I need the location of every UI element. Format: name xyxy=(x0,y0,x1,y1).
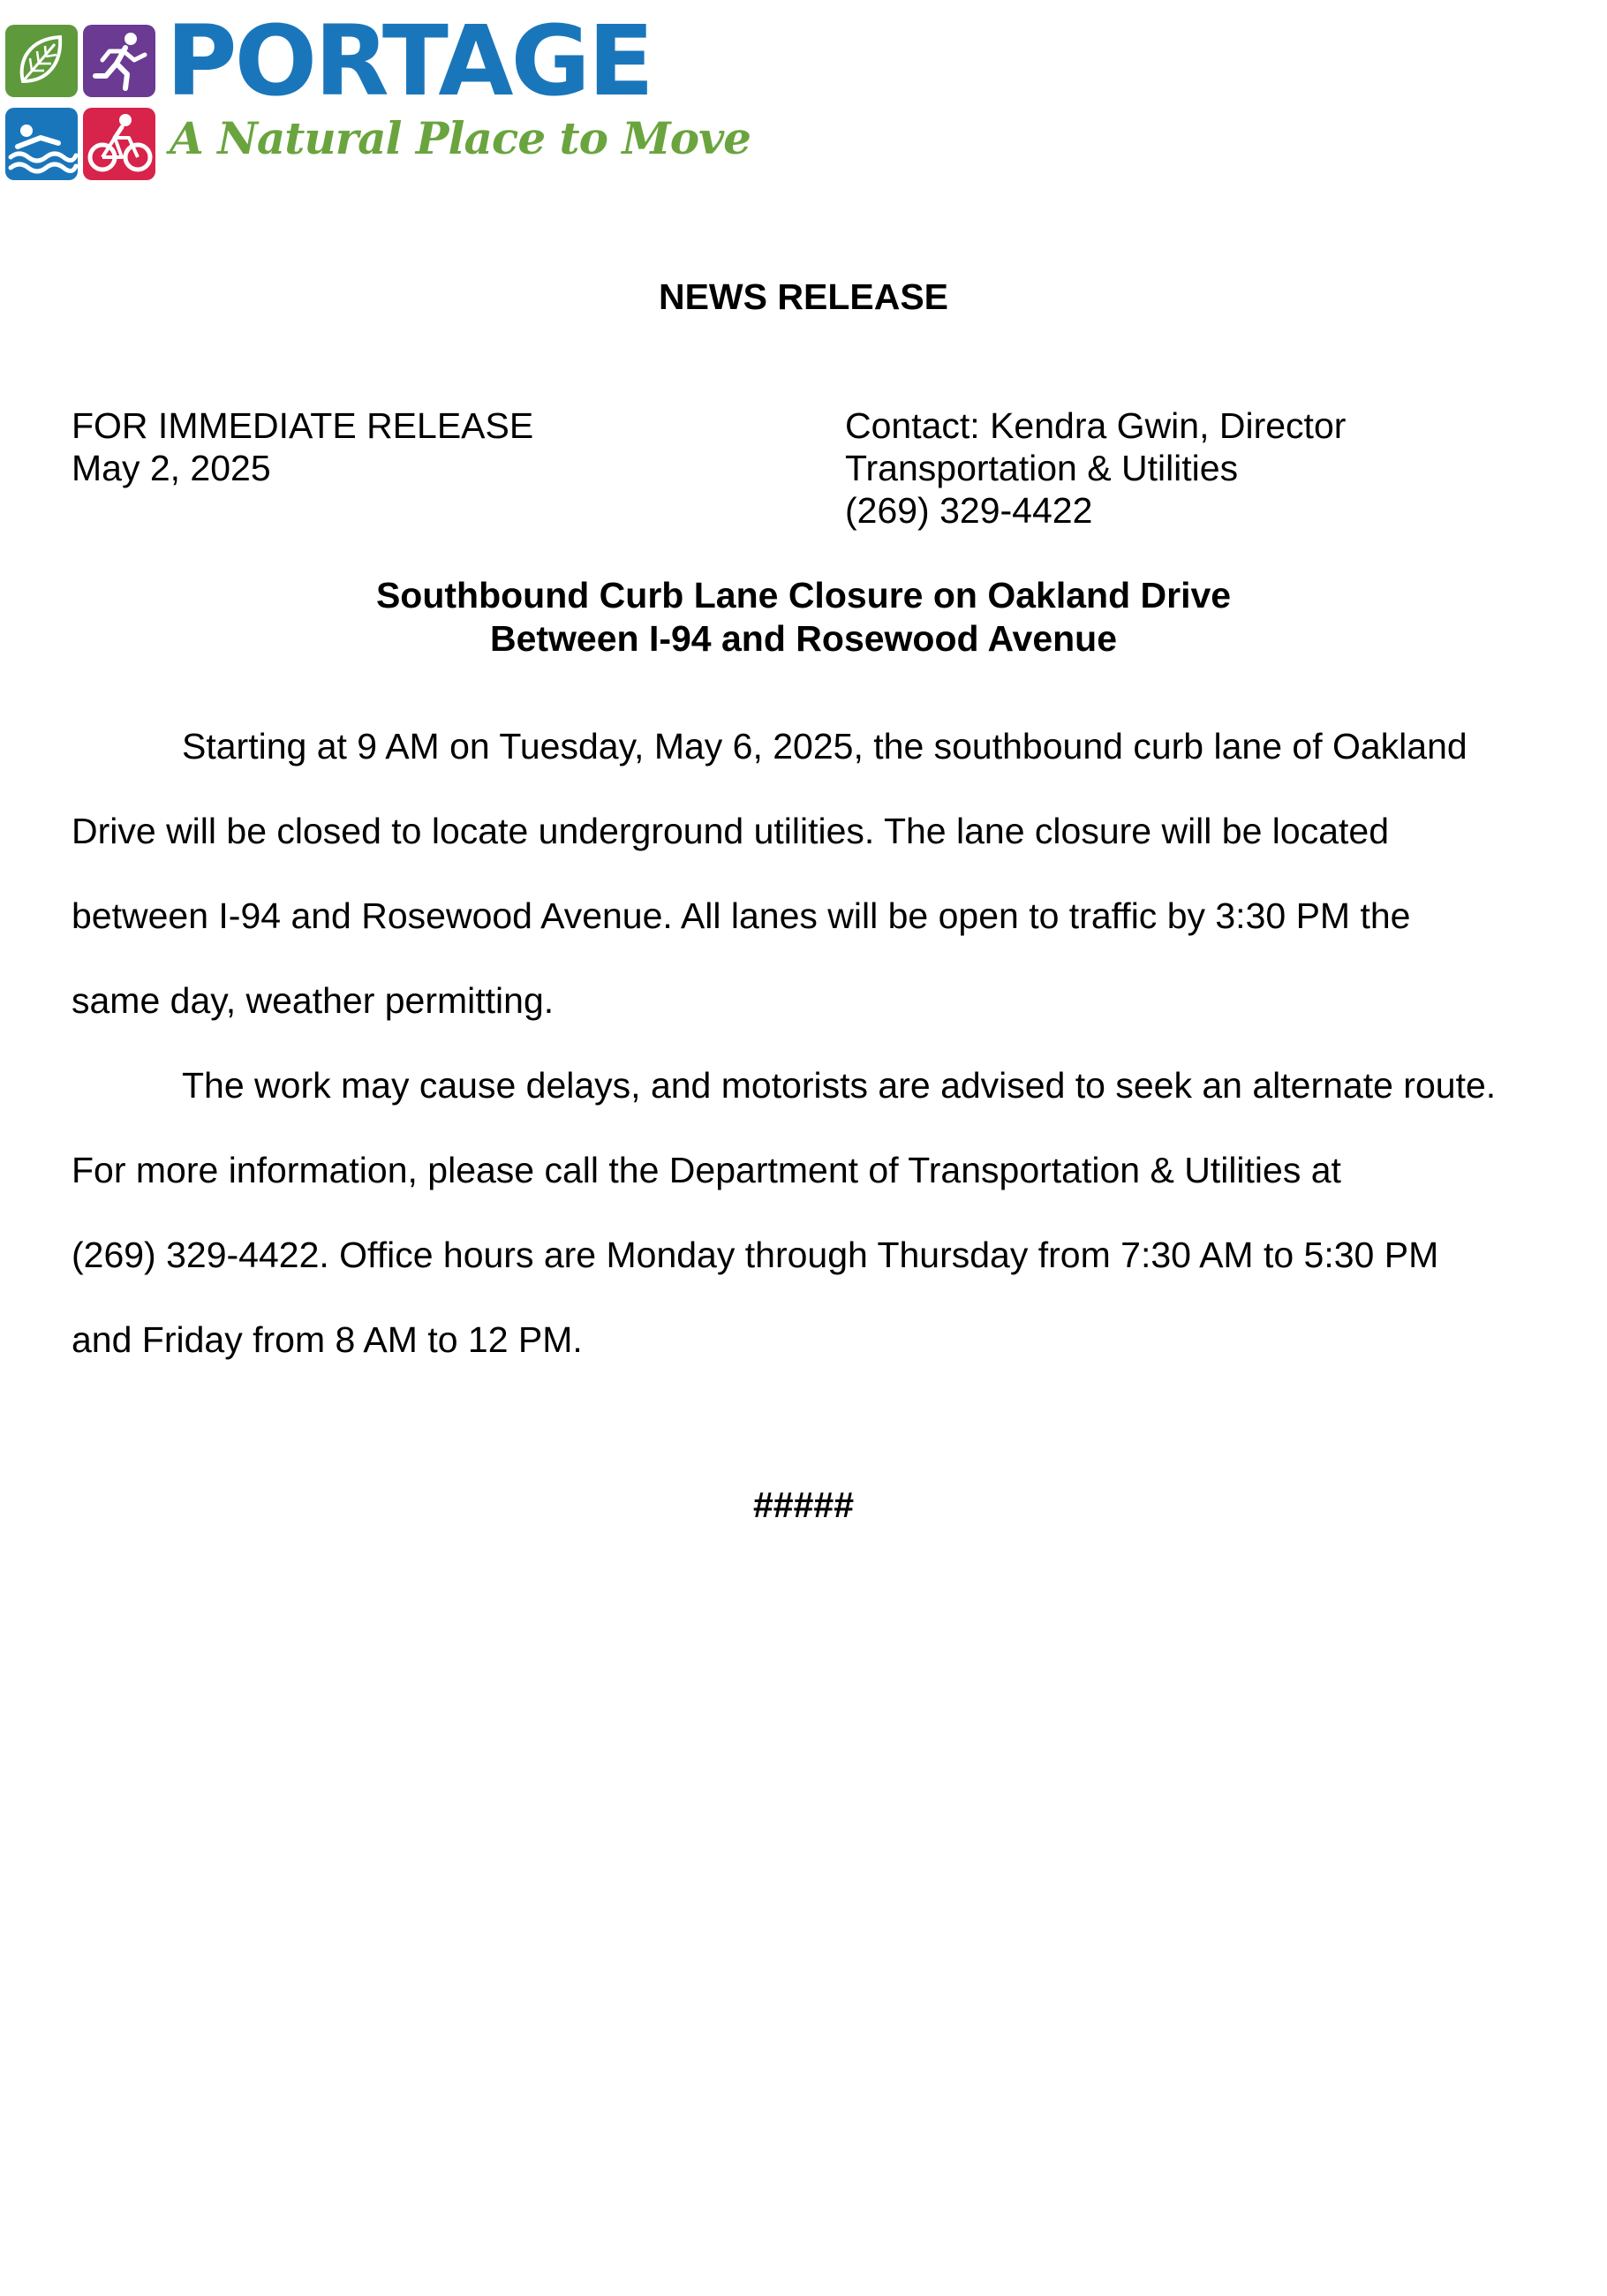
cyclist-icon xyxy=(83,108,155,180)
contact-name: Contact: Kendra Gwin, Director xyxy=(845,405,1347,446)
page-title: NEWS RELEASE xyxy=(658,276,949,317)
body-line: same day, weather permitting. xyxy=(72,980,555,1021)
release-headline xyxy=(0,574,1607,661)
body-line: Starting at 9 AM on Tuesday, May 6, 2025, the southbound curb lane of Oakland xyxy=(182,726,1467,767)
swimmer-icon xyxy=(5,108,78,180)
release-body xyxy=(72,720,1555,1398)
body-line: (269) 329-4422. Office hours are Monday through Thursday from 7:30 AM to 5:30 PM xyxy=(72,1235,1439,1275)
end-marks: ##### xyxy=(752,1484,854,1525)
logo-wordmark: PORTAGE xyxy=(166,4,652,117)
logo-tagline: A Natural Place to Move xyxy=(170,112,751,164)
contact-department: Transportation & Utilities xyxy=(845,448,1239,488)
body-line: Drive will be closed to locate underground utilities. The lane closure will be located xyxy=(72,811,1389,851)
leaf-icon xyxy=(5,25,78,97)
release-info xyxy=(72,404,533,489)
body-line: The work may cause delays, and motorists are advised to seek an alternate route. xyxy=(182,1065,1497,1106)
headline-line-2: Between I-94 and Rosewood Avenue xyxy=(489,618,1118,659)
headline-line-1: Southbound Curb Lane Closure on Oakland Drive xyxy=(375,575,1232,616)
body-line: between I-94 and Rosewood Avenue. All lanes will be open to traffic by 3:30 PM the xyxy=(72,895,1411,936)
portage-logo xyxy=(5,4,751,184)
contact-info xyxy=(845,404,1346,532)
runner-icon xyxy=(83,25,155,97)
body-line: and Friday from 8 AM to 12 PM. xyxy=(72,1319,583,1360)
body-line: For more information, please call the Department of Transportation & Utilities at xyxy=(72,1150,1341,1190)
contact-phone: (269) 329-4422 xyxy=(845,490,1093,531)
release-type: FOR IMMEDIATE RELEASE xyxy=(72,405,534,446)
release-date: May 2, 2025 xyxy=(72,448,271,488)
